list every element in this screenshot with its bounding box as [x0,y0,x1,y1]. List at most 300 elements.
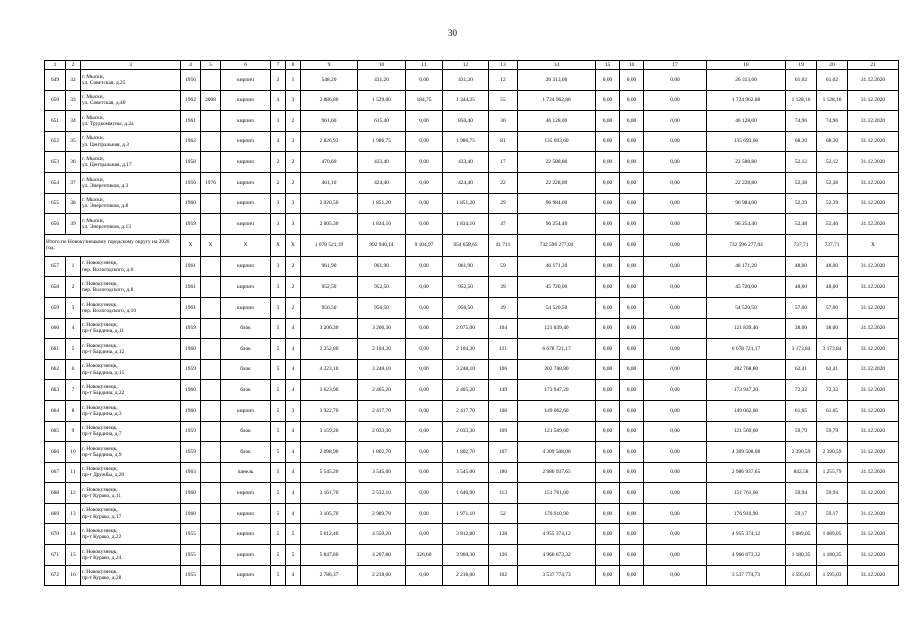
column-header: 8 [286,61,301,70]
table-cell: 3 248,10 [443,359,489,380]
table-cell: 62,41 [786,359,817,380]
address-cell: г. Мыски, ул. Энергетиков, д.13 [81,214,181,235]
table-cell: 52,12 [817,152,848,173]
table-cell: 31.12.2020 [848,565,899,586]
table-cell: 26 313,60 [518,70,596,91]
table-cell: 52,48 [786,214,817,235]
table-cell: 39 [489,277,518,298]
table-cell: 1 724 962,88 [518,90,596,111]
table-header-row [45,61,899,70]
table-cell: 31.12.2020 [848,400,899,421]
table-cell: 1960 [181,483,201,504]
table-cell: 6 678 721,17 [707,339,786,360]
table-cell: 31.12.2020 [848,152,899,173]
table-cell: 0,00 [596,483,620,504]
table-cell: 5 847,80 [301,545,358,566]
table-cell: 0,00 [406,172,443,193]
table-cell: 0,00 [620,545,644,566]
total-cell: 0,00 [620,234,644,256]
table-cell: 4 [286,380,301,401]
table-row [45,318,899,339]
table-cell: 0,00 [406,421,443,442]
table-cell: 0,00 [644,400,707,421]
table-cell: 0,00 [596,214,620,235]
total-cell: X [201,234,221,256]
table-cell: 0,00 [620,172,644,193]
table-cell: 106 [489,359,518,380]
table-cell: 431,20 [443,70,489,91]
table-cell: 54 520,50 [518,297,596,318]
table-cell: 5 [271,400,286,421]
table-cell: 0,00 [406,565,443,586]
table-cell: 39 [489,297,518,318]
address-cell: г. Новокузнецк, пр-т Курако, д.22 [81,524,181,545]
address-cell: г. Новокузнецк, пр-т Бардина, д.3 [81,400,181,421]
table-cell: 149 [489,380,518,401]
table-cell: 46 128,00 [518,111,596,132]
table-cell: 0,00 [644,193,707,214]
table-cell: 0,00 [620,503,644,524]
table-cell: 2 [66,277,81,298]
table-cell: 59 [489,256,518,277]
table-cell: 0,00 [644,131,707,152]
table-row [45,339,899,360]
table-cell: 0,00 [406,214,443,235]
table-cell: 3 [286,131,301,152]
table-cell: 1 180,35 [817,545,848,566]
table-cell: кирпич [221,400,271,421]
table-cell: 1959 [181,214,201,235]
table-cell: 149 062,60 [707,400,786,421]
table-cell: 26 313,60 [707,70,786,91]
table-cell: 0,00 [620,90,644,111]
table-cell: 2 033,30 [443,421,489,442]
table-cell: 31.12.2020 [848,380,899,401]
table-cell: 1961 [181,111,201,132]
table-cell: 0,00 [596,359,620,380]
table-cell: 0,00 [596,193,620,214]
table-row [45,442,899,463]
table-cell: 653 [45,152,66,173]
table-row [45,172,899,193]
table-cell: 22 [489,172,518,193]
column-header: 7 [271,61,286,70]
table-cell: 0,00 [596,380,620,401]
address-cell: г. Новокузнецк, пр-т Курако, д.11 [81,483,181,504]
table-cell: 0,00 [596,421,620,442]
table-cell: 46 128,00 [707,111,786,132]
table-cell: 4 [286,421,301,442]
table-cell: 0,00 [644,172,707,193]
table-cell: 431,20 [358,70,406,91]
table-cell: 61,65 [817,400,848,421]
table-cell: 0,00 [620,565,644,586]
table-cell: 55 [489,90,518,111]
table-cell: 96 254,40 [518,214,596,235]
table-cell: 0,00 [644,90,707,111]
table-cell: 8 [66,400,81,421]
total-cell: 732 596 277,04 [707,234,786,256]
table-cell: 3 248,10 [358,359,406,380]
table-cell: 96 984,00 [518,193,596,214]
table-cell: 0,00 [406,483,443,504]
table-cell: 0,00 [406,462,443,483]
table-cell: блок [221,442,271,463]
table-cell: 34 [66,111,81,132]
table-cell: 433,40 [358,152,406,173]
table-cell: 96 254,40 [707,214,786,235]
table-cell: 4 [286,462,301,483]
table-cell: 12 [489,70,518,91]
table-cell: 3 105,70 [301,503,358,524]
total-cell: X [286,234,301,256]
table-cell: 4 [286,565,301,586]
table-cell: 59,94 [817,483,848,504]
table-cell: 0,00 [620,70,644,91]
table-cell: 52,39 [817,193,848,214]
table-cell: 121 839,40 [518,318,596,339]
table-cell: 151 761,60 [518,483,596,504]
table-cell: 2008 [201,90,221,111]
column-header: 16 [620,61,644,70]
table-cell: кирпич [221,297,271,318]
table-cell: кирпич [221,172,271,193]
table-cell: 961,90 [301,256,358,277]
table-cell: 4 223,10 [301,359,358,380]
table-cell: кирпич [221,277,271,298]
table-cell [201,193,221,214]
table-cell: 5 [271,442,286,463]
column-header: 4 [181,61,201,70]
table-cell: 2 417,70 [358,400,406,421]
table-cell: 22 588,80 [707,152,786,173]
table-cell: 661 [45,339,66,360]
address-cell: г. Новокузнецк, пр-т Бардина, д.15 [81,359,181,380]
table-cell: 2 104,30 [443,339,489,360]
table-cell: 548,20 [301,70,358,91]
table-cell: 3 [286,90,301,111]
table-cell: 37 [66,172,81,193]
address-cell: г. Новокузнецк, пер. Вологодского, д.8 [81,277,181,298]
table-cell: 0,00 [644,462,707,483]
table-cell: 31.12.2020 [848,421,899,442]
address-cell: г. Новокузнецк, пр-т Бардина, д.7 [81,421,181,442]
table-cell: 121 569,60 [518,421,596,442]
table-cell: 31.12.2020 [848,172,899,193]
table-cell: 2 005,30 [301,214,358,235]
table-cell: 62,41 [817,359,848,380]
table-cell: 0,00 [406,70,443,91]
table-cell: 0,00 [596,524,620,545]
address-cell: г. Мыски, ул. Энергетиков, д.3 [81,172,181,193]
table-cell: 0,00 [644,483,707,504]
table-cell [201,297,221,318]
table-cell: 96 984,00 [707,193,786,214]
table-cell: 176 910,90 [518,503,596,524]
table-cell: 0,00 [644,524,707,545]
table-cell: 666 [45,442,66,463]
table-cell: 1961 [181,277,201,298]
table-cell: 31.12.2020 [848,339,899,360]
table-cell: 4 966 673,32 [518,545,596,566]
table-cell: 424,40 [358,172,406,193]
table-cell [201,442,221,463]
table-cell [201,462,221,483]
table-cell: 4 207,80 [358,545,406,566]
page-number: 30 [448,28,457,38]
table-cell: 0,00 [596,565,620,586]
total-cell: 954 658,65 [443,234,489,256]
table-cell [201,339,221,360]
table-cell: 4 309 508,08 [518,442,596,463]
table-cell: 0,00 [620,483,644,504]
table-cell: 0,00 [620,318,644,339]
table-cell: 670 [45,524,66,545]
table-cell: 31.12.2020 [848,277,899,298]
table-cell: 4 309 508,08 [707,442,786,463]
table-cell: 52 [489,503,518,524]
table-cell: 0,00 [596,318,620,339]
table-cell: 0,00 [644,318,707,339]
table-cell: 59,79 [817,421,848,442]
table-cell: 3 812,80 [443,524,489,545]
table-cell: 13 [66,503,81,524]
total-cell: 0,00 [596,234,620,256]
total-cell: 1 078 521,19 [301,234,358,256]
table-cell: 3 [271,214,286,235]
table-cell: 1 971,10 [443,503,489,524]
table-cell: 57,00 [786,297,817,318]
table-cell: кирпич [221,131,271,152]
table-cell: 126 [489,545,518,566]
table-cell: 0,00 [406,277,443,298]
table-cell: 3 [271,193,286,214]
address-cell: г. Мыски, ул. Центральная, д.17 [81,152,181,173]
table-cell: 1963 [181,462,201,483]
table-cell: 1960 [181,503,201,524]
address-cell: г. Новокузнецк, пр-т Бардина, д.22 [81,380,181,401]
table-cell: 104 [489,318,518,339]
table-cell: 2 020,50 [301,193,358,214]
column-header: 2 [66,61,81,70]
table-cell: 176 910,90 [707,503,786,524]
table-row [45,297,899,318]
table-cell: 4 [286,503,301,524]
table-cell: 3 [286,193,301,214]
table-cell: 649 [45,70,66,91]
table-row [45,483,899,504]
table-cell: 5 [286,545,301,566]
table-cell: 0,00 [406,131,443,152]
table-cell: 0,00 [620,152,644,173]
total-row [45,234,899,256]
table-cell: 59,79 [786,421,817,442]
table-row [45,152,899,173]
table-cell: 0,00 [406,524,443,545]
table-cell: 1 851,20 [443,193,489,214]
table-cell: 2 [286,111,301,132]
table-cell: 17 [489,152,518,173]
table-cell: 0,00 [620,524,644,545]
table-row [45,277,899,298]
table-cell: 2 390,59 [786,442,817,463]
table-cell: 3 [271,256,286,277]
table-cell: 135 693,60 [518,131,596,152]
table-cell: 2 [286,172,301,193]
table-cell: 31.12.2020 [848,297,899,318]
table-cell: 5 [286,524,301,545]
table-cell: 0,00 [644,152,707,173]
table-cell: 0,00 [596,297,620,318]
table-cell: 31.12.2020 [848,442,899,463]
column-header: 13 [489,61,518,70]
table-cell: кирпич [221,90,271,111]
table-cell: 0,00 [644,545,707,566]
table-cell: 0,00 [620,462,644,483]
address-cell: г. Новокузнецк, пр-т Бардина, д.11 [81,318,181,339]
table-cell: 135 693,60 [707,131,786,152]
table-cell: 0,00 [620,359,644,380]
total-cell: 992 940,14 [358,234,406,256]
table-cell: 952,50 [443,277,489,298]
table-cell: 52,38 [817,172,848,193]
column-header: 3 [81,61,181,70]
table-cell: 48,00 [786,277,817,298]
table-cell: 663 [45,380,66,401]
table-cell: 31.12.2020 [848,256,899,277]
table-row [45,545,899,566]
table-cell: 2 [286,256,301,277]
table-cell: 3 161,70 [301,483,358,504]
table-cell: 0,00 [406,359,443,380]
table-cell: 2 075,00 [443,318,489,339]
table-cell: 4 966 673,32 [707,545,786,566]
table-row [45,565,899,586]
table-cell: кирпич [221,193,271,214]
table-cell: 3 545,00 [358,462,406,483]
table-cell: 68,30 [786,131,817,152]
table-cell: 10 [66,442,81,463]
table-row [45,131,899,152]
table-cell: 22 228,80 [518,172,596,193]
table-cell: 1959 [181,318,201,339]
table-cell: 672 [45,565,66,586]
table-cell: 961,90 [443,256,489,277]
table-cell: 48,00 [817,277,848,298]
table-cell: 3 173,84 [786,339,817,360]
table-cell: 1 640,90 [443,483,489,504]
table-cell: кирпич [221,70,271,91]
table-cell: 52,12 [786,152,817,173]
table-cell [201,277,221,298]
table-cell [201,524,221,545]
table-cell: 121 [489,339,518,360]
table-cell: кирпич [221,214,271,235]
table-cell: 61,02 [786,70,817,91]
table-cell: 5 [271,545,286,566]
table-cell: 2 033,30 [358,421,406,442]
table-cell: 2 532,10 [358,483,406,504]
table-cell [201,545,221,566]
column-header: 10 [358,61,406,70]
table-cell [201,483,221,504]
table-cell: 5 545,20 [301,462,358,483]
address-cell: г. Мыски, ул. Центральная, д.3 [81,131,181,152]
table-cell: 3 252,80 [301,339,358,360]
table-cell: 0,00 [620,339,644,360]
table-cell: 1958 [181,152,201,173]
table-cell: 15 [66,545,81,566]
table-cell: 12 [66,483,81,504]
table-cell: 22 228,80 [707,172,786,193]
table-cell: 32 [66,70,81,91]
table-cell: панель [221,462,271,483]
table-cell: 5 [271,359,286,380]
total-cell: 0,00 [644,234,707,256]
column-header: 11 [406,61,443,70]
table-cell: 5 [271,318,286,339]
table-cell: блок [221,359,271,380]
table-cell: 0,00 [644,380,707,401]
table-cell: 5 612,40 [301,524,358,545]
table-cell: 1 128,16 [786,90,817,111]
table-cell: кирпич [221,152,271,173]
table-cell: 651 [45,111,66,132]
table-cell: 669 [45,503,66,524]
table-cell: 850,40 [443,111,489,132]
table-cell: 0,00 [620,380,644,401]
column-header: 5 [201,61,221,70]
table-cell: 0,00 [406,442,443,463]
column-header: 12 [443,61,489,70]
table-cell: 2 [286,297,301,318]
total-cell: 737,71 [786,234,817,256]
table-cell: 3 173,84 [817,339,848,360]
table-cell: 1955 [181,524,201,545]
table-cell: 2 [271,172,286,193]
table-cell: 0,00 [596,152,620,173]
address-cell: г. Новокузнецк, пер. Вологодского, д.6 [81,256,181,277]
table-cell: блок [221,421,271,442]
table-cell: блок [221,380,271,401]
column-header: 17 [644,61,707,70]
table-cell: 3 545,00 [443,462,489,483]
table-cell: 1 986,75 [443,131,489,152]
table-cell [201,380,221,401]
table-cell [201,214,221,235]
table-cell: 326,60 [406,545,443,566]
table-cell: 102 [489,565,518,586]
table-cell: 615,40 [358,111,406,132]
table-cell: 61,02 [817,70,848,91]
table-cell: 113 [489,483,518,504]
table-row [45,400,899,421]
table-cell: 0,00 [644,214,707,235]
column-header: 21 [848,61,899,70]
table-cell: 433,40 [443,152,489,173]
table-cell: кирпич [221,111,271,132]
table-row [45,256,899,277]
column-header: 9 [301,61,358,70]
table-cell: 659 [45,297,66,318]
table-cell: 52,38 [786,172,817,193]
table-cell: 842,58 [786,462,817,483]
table-cell: 74,96 [817,111,848,132]
total-cell: 737,71 [817,234,848,256]
table-cell: 3 [286,214,301,235]
table-cell: 5 [271,483,286,504]
table-cell: 664 [45,400,66,421]
